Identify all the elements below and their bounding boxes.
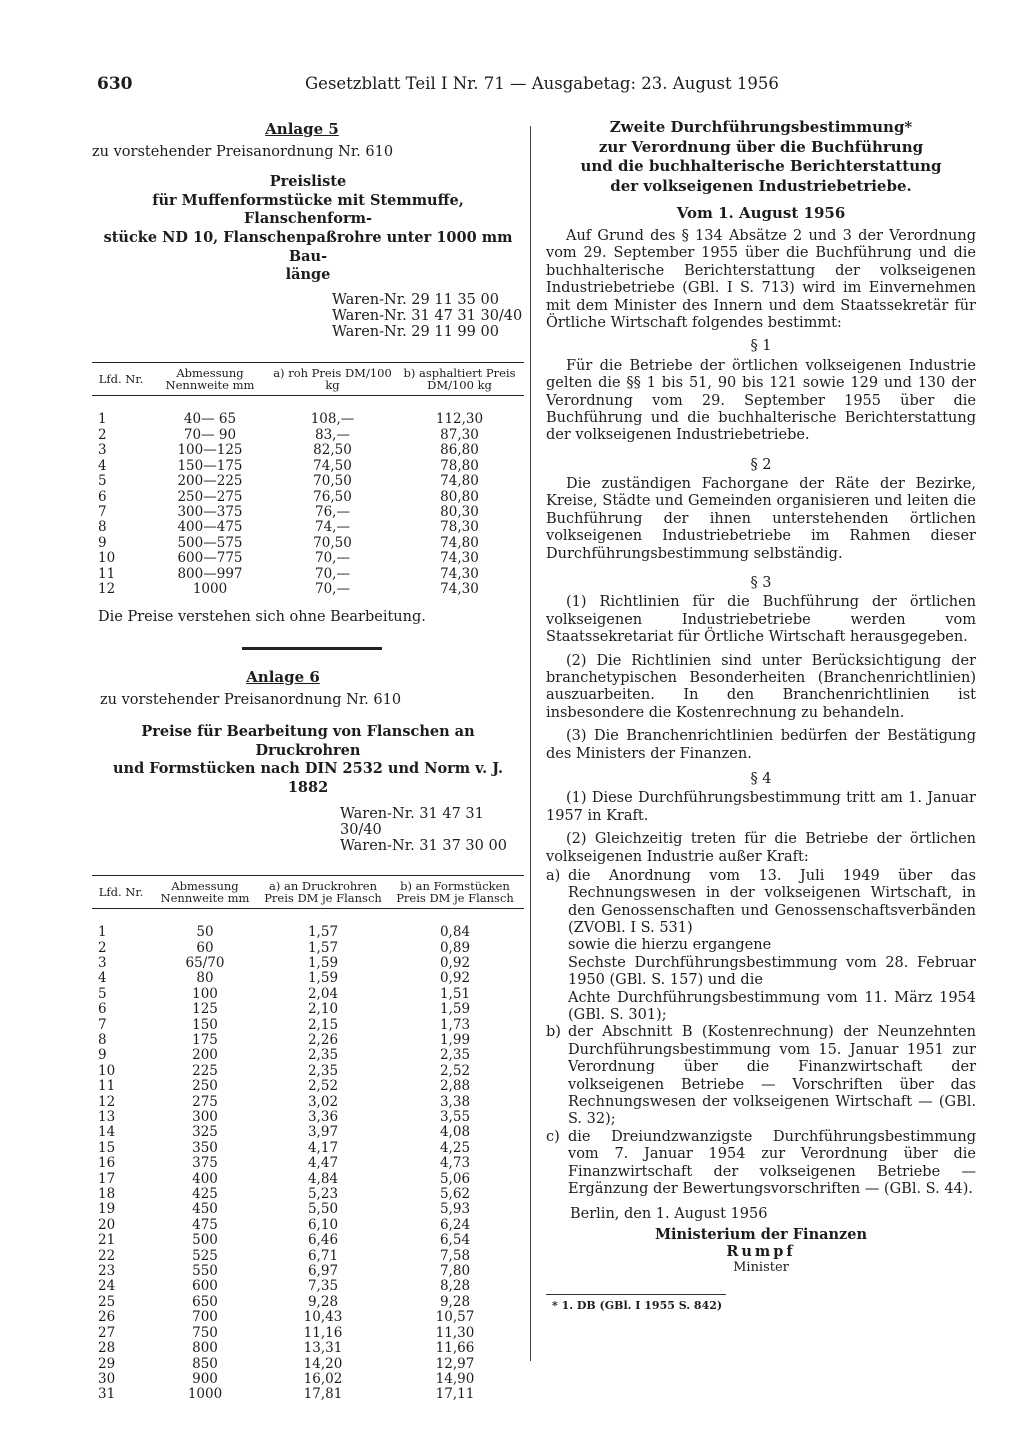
cell-abmessung: 200: [192, 1047, 218, 1064]
cell-price-a: 16,02: [303, 1370, 343, 1387]
cell-abmessung: 500—575: [177, 534, 243, 551]
cell-abmessung: 150: [192, 1016, 218, 1033]
cell-lfd: 4: [98, 970, 107, 987]
cell-lfd: 18: [98, 1186, 116, 1203]
cell-abmessung: 100—125: [177, 442, 243, 459]
signer-name: Rumpf: [726, 1243, 796, 1261]
table-row: [92, 1387, 524, 1402]
table-row: [92, 459, 524, 474]
cell-lfd: 12: [98, 580, 116, 597]
table-header-row: [92, 876, 524, 909]
cell-price-a: 2,35: [307, 1047, 339, 1064]
cell-price-b: 5,06: [439, 1170, 471, 1187]
cell-abmessung: 375: [192, 1155, 218, 1172]
cell-price-a: 6,97: [307, 1263, 339, 1280]
cell-lfd: 11: [98, 565, 116, 582]
list-item: [546, 1129, 976, 1199]
cell-price-b: 2,35: [439, 1047, 471, 1064]
ministry-name: Ministerium der Finanzen: [654, 1225, 868, 1243]
cell-lfd: 27: [98, 1324, 116, 1341]
col-header-lfd: Lfd. Nr.: [92, 876, 150, 909]
cell-price-b: 0,84: [439, 924, 471, 941]
table-header-row: [92, 363, 524, 396]
cell-abmessung: 250: [192, 1078, 218, 1095]
cell-price-b: 7,58: [439, 1247, 471, 1264]
anlage5-subtitle-1: für Muffenformstücke mit Stemmuffe, Flanschenform-: [152, 191, 464, 228]
cell-price-b: 3,55: [439, 1109, 471, 1126]
cell-price-b: 74,30: [440, 550, 479, 567]
table-row: [92, 971, 524, 986]
cell-lfd: 1: [98, 924, 107, 941]
cell-lfd: 21: [98, 1232, 116, 1249]
cell-price-b: 10,57: [435, 1309, 475, 1326]
table-row: [92, 396, 524, 428]
cell-price-b: 0,89: [439, 939, 471, 956]
left-column: [92, 118, 524, 1403]
table-row: [92, 1095, 524, 1110]
cell-price-a: 4,17: [307, 1139, 339, 1156]
list-item-subline: sowie die hierzu ergangene: [568, 937, 772, 954]
list-item-text: der Abschnitt B (Kostenrechnung) der Neunzehnten Durchführungsbestimmung vom 15. Januar 1951 zur Verordnung über die Finanzwirtschaft der volkseigenen Betriebe — Vorschriften über das Rechnungswesen der volkseigenen Wirtschaft — (GBl. S. 32);: [568, 1024, 976, 1128]
cell-abmessung: 1000: [187, 1386, 223, 1403]
running-title: Gesetzblatt Teil I Nr. 71 — Ausgabetag: 23. August 1956: [305, 74, 779, 93]
table-row: [92, 567, 524, 582]
cell-lfd: 12: [98, 1093, 116, 1110]
cell-price-a: 70,—: [315, 580, 350, 597]
cell-abmessung: 450: [192, 1201, 218, 1218]
cell-price-a: 13,31: [303, 1340, 343, 1357]
table-row: [92, 1187, 524, 1202]
table-row: [92, 1018, 524, 1033]
cell-price-a: 1,57: [307, 924, 339, 941]
cell-price-a: 4,47: [307, 1155, 339, 1172]
table-row: [92, 443, 524, 458]
anlage6-heading: Anlage 6: [246, 667, 320, 686]
cell-price-b: 74,30: [440, 580, 479, 597]
anlage5-price-table: [92, 362, 524, 597]
cell-lfd: 9: [98, 1047, 107, 1064]
cell-price-a: 74,50: [313, 457, 352, 474]
signer-title: Minister: [733, 1260, 789, 1276]
cell-price-a: 1,57: [307, 939, 339, 956]
cell-lfd: 8: [98, 1031, 107, 1048]
anlage5-note: Die Preise verstehen sich ohne Bearbeitung.: [98, 609, 426, 626]
cell-abmessung: 800: [192, 1340, 218, 1357]
list-item-subline: Achte Durchführungsbestimmung vom 11. März 1954 (GBl. S. 301);: [568, 989, 976, 1024]
cell-price-b: 112,30: [435, 411, 484, 428]
cell-lfd: 8: [98, 519, 107, 536]
cell-lfd: 10: [98, 550, 116, 567]
cell-price-b: 0,92: [439, 970, 471, 987]
cell-price-a: 14,20: [303, 1355, 343, 1372]
col-header-formstuecken: b) an Formstücken Preis DM je Flansch: [386, 876, 524, 909]
cell-lfd: 13: [98, 1109, 116, 1126]
cell-lfd: 20: [98, 1216, 116, 1233]
table-row: [92, 1079, 524, 1094]
cell-price-b: 9,28: [439, 1293, 471, 1310]
cell-lfd: 15: [98, 1139, 116, 1156]
cell-lfd: 17: [98, 1170, 116, 1187]
table-row: [92, 1218, 524, 1233]
cell-price-a: 2,04: [307, 985, 339, 1002]
anlage5-title: Preisliste: [269, 173, 347, 191]
cell-price-b: 1,59: [439, 1001, 471, 1018]
anlage5-subheading: zu vorstehender Preisanordnung Nr. 610: [92, 144, 394, 160]
cell-lfd: 6: [98, 488, 107, 505]
table-row: [92, 956, 524, 971]
cell-abmessung: 125: [192, 1001, 218, 1018]
cell-abmessung: 175: [192, 1031, 218, 1048]
cell-price-a: 7,35: [307, 1278, 339, 1295]
anlage6-table-body: [92, 909, 524, 1403]
cell-lfd: 2: [98, 426, 107, 443]
table-row: [92, 1249, 524, 1264]
col-header-druckrohren: a) an Druckrohren Preis DM je Flansch: [260, 876, 386, 909]
regulation-title-line-1: Zweite Durchführungsbestimmung*: [609, 118, 913, 136]
cell-lfd: 22: [98, 1247, 116, 1264]
cell-abmessung: 300: [192, 1109, 218, 1126]
cell-abmessung: 400—475: [177, 519, 243, 536]
cell-lfd: 26: [98, 1309, 116, 1326]
waren-number: Waren-Nr. 29 11 35 00: [332, 291, 499, 308]
anlage6-title-1: Preise für Bearbeitung von Flanschen an Druckrohren: [141, 723, 475, 759]
cell-lfd: 1: [98, 411, 107, 428]
list-item-label: b): [546, 1024, 561, 1041]
cell-price-a: 3,36: [307, 1109, 339, 1126]
cell-price-b: 1,99: [439, 1031, 471, 1048]
list-item-label: a): [546, 867, 561, 884]
cell-price-b: 14,90: [435, 1370, 475, 1387]
cell-abmessung: 80: [196, 970, 214, 987]
cell-lfd: 7: [98, 1016, 107, 1033]
cell-price-a: 70,50: [313, 473, 352, 490]
section-1-heading: § 1: [750, 338, 772, 355]
section-1-text: Für die Betriebe der örtlichen volkseigenen Industrie gelten die §§ 1 bis 51, 90 bis 121 sowie 129 und 130 der Verordnung vom 29. September 1955 über die Buchführung und die buchhalterische Berichterstattung der volkseigenen Industriebetriebe.: [546, 357, 976, 444]
anlage5-subtitle-2: stücke ND 10, Flanschenpaßrohre unter 1000 mm Bau-: [103, 229, 513, 265]
cell-price-b: 74,80: [440, 534, 479, 551]
cell-lfd: 10: [98, 1062, 116, 1079]
table-row: [92, 1310, 524, 1325]
repeal-list: [546, 868, 976, 1198]
table-row: [92, 909, 524, 941]
cell-price-a: 70,—: [315, 565, 350, 582]
cell-price-a: 82,50: [313, 442, 352, 459]
cell-price-b: 74,80: [440, 473, 479, 490]
cell-price-a: 4,84: [307, 1170, 339, 1187]
table-row: [92, 1264, 524, 1279]
cell-price-b: 6,24: [439, 1216, 471, 1233]
table-row: [92, 490, 524, 505]
col-header-asphaltiert: b) asphaltiert Preis DM/100 kg: [395, 363, 524, 396]
table-row: [92, 1202, 524, 1217]
section-3-para-1: (1) Richtlinien für die Buchführung der örtlichen volkseigenen Industriebetriebe werden vom Staatssekretariat für Örtliche Wirtschaft herausgegeben.: [546, 594, 976, 646]
footnote: * 1. DB (GBl. I 1955 S. 842): [552, 1299, 723, 1313]
cell-price-a: 2,15: [307, 1016, 339, 1033]
cell-price-a: 83,—: [315, 426, 350, 443]
cell-lfd: 14: [98, 1124, 116, 1141]
cell-price-b: 0,92: [439, 954, 471, 971]
cell-price-b: 6,54: [439, 1232, 471, 1249]
cell-price-b: 5,62: [439, 1186, 471, 1203]
waren-number: Waren-Nr. 29 11 99 00: [332, 323, 499, 340]
section-2-text: Die zuständigen Fachorgane der Räte der Bezirke, Kreise, Städte und Gemeinden organisieren und leiten die Buchführung der ihnen unterstehenden örtlichen volkseigenen Industriebetriebe im Rahmen dieser Durchführungsbestimmung selbständig.: [546, 476, 976, 562]
preamble: Auf Grund des § 134 Absätze 2 und 3 der Verordnung vom 29. September 1955 über die Buchführung und die buchhalterische Berichterstattung der volkseigenen Industriebetriebe (GBl. I S. 713) wird im Einvernehmen mit dem Minister des Innern und dem Staatssekretär für Örtliche Wirtschaft folgendes bestimmt:: [546, 228, 976, 331]
table-row: [92, 582, 524, 597]
cell-lfd: 6: [98, 1001, 107, 1018]
cell-price-b: 74,30: [440, 565, 479, 582]
waren-number: Waren-Nr. 31 37 30 00: [340, 838, 507, 855]
cell-price-a: 6,46: [307, 1232, 339, 1249]
regulation-title: [546, 118, 976, 196]
cell-price-a: 70,50: [313, 534, 352, 551]
cell-abmessung: 800—997: [177, 565, 243, 582]
page-header: [97, 74, 977, 98]
cell-lfd: 28: [98, 1340, 116, 1357]
section-4-heading: § 4: [750, 770, 772, 787]
anlage6-title-2: und Formstücken nach DIN 2532 und Norm v. J. 1882: [112, 760, 503, 796]
cell-abmessung: 650: [192, 1293, 218, 1310]
cell-price-a: 11,16: [303, 1324, 343, 1341]
cell-abmessung: 600—775: [177, 550, 243, 567]
cell-lfd: 9: [98, 534, 107, 551]
section-3-heading: § 3: [750, 575, 772, 592]
anlage5-subtitle-3: länge: [285, 266, 331, 284]
cell-price-b: 5,93: [439, 1201, 471, 1218]
cell-abmessung: 750: [192, 1324, 218, 1341]
section-4-para-2: (2) Gleichzeitig treten für die Betriebe der örtlichen volkseigenen Industrie außer Kraft:: [546, 831, 976, 865]
cell-abmessung: 60: [196, 939, 214, 956]
cell-abmessung: 500: [192, 1232, 218, 1249]
waren-number: Waren-Nr. 31 47 31 30/40: [340, 806, 484, 839]
cell-price-b: 8,28: [439, 1278, 471, 1295]
table-row: [92, 1141, 524, 1156]
cell-price-a: 1,59: [307, 970, 339, 987]
cell-price-a: 2,35: [307, 1062, 339, 1079]
cell-abmessung: 475: [192, 1216, 218, 1233]
cell-lfd: 24: [98, 1278, 116, 1295]
table-row: [92, 1064, 524, 1079]
cell-price-b: 4,73: [439, 1155, 471, 1172]
cell-abmessung: 225: [192, 1062, 218, 1079]
anlage5-title-block: [92, 173, 524, 284]
regulation-title-line-2: zur Verordnung über die Buchführung: [598, 137, 924, 156]
cell-price-a: 3,02: [307, 1093, 339, 1110]
cell-price-b: 3,38: [439, 1093, 471, 1110]
section-4-para-1: (1) Diese Durchführungsbestimmung tritt am 1. Januar 1957 in Kraft.: [546, 790, 976, 824]
cell-lfd: 3: [98, 442, 107, 459]
cell-price-b: 11,30: [435, 1324, 475, 1341]
cell-abmessung: 900: [192, 1370, 218, 1387]
table-row: [92, 1295, 524, 1310]
list-item: [546, 868, 976, 1025]
cell-lfd: 31: [98, 1386, 116, 1403]
waren-number: Waren-Nr. 31 47 31 30/40: [332, 307, 523, 324]
cell-price-a: 6,71: [307, 1247, 339, 1264]
cell-lfd: 29: [98, 1355, 116, 1372]
section-separator: [242, 647, 382, 650]
cell-lfd: 25: [98, 1293, 116, 1310]
cell-price-b: 12,97: [435, 1355, 475, 1372]
cell-lfd: 11: [98, 1078, 116, 1095]
cell-abmessung: 70— 90: [183, 426, 237, 443]
list-item-text: die Dreiundzwanzigste Durchführungsbestimmung vom 7. Januar 1954 zur Verordnung über die Finanzwirtschaft der volkseigenen Betriebe — Ergänzung der Bewertungsvorschriften — (GBl. S. 44).: [568, 1128, 976, 1197]
cell-price-a: 17,81: [303, 1386, 343, 1403]
cell-abmessung: 850: [192, 1355, 218, 1372]
cell-price-b: 86,80: [440, 442, 479, 459]
table-row: [92, 1326, 524, 1341]
cell-price-a: 70,—: [315, 550, 350, 567]
list-item: [546, 1024, 976, 1128]
cell-price-b: 87,30: [440, 426, 479, 443]
cell-lfd: 30: [98, 1370, 116, 1387]
cell-price-a: 108,—: [310, 411, 355, 428]
cell-price-a: 6,10: [307, 1216, 339, 1233]
col-header-abmessung: Abmessung Nennweite mm: [150, 876, 260, 909]
cell-price-b: 80,30: [440, 503, 479, 520]
cell-abmessung: 425: [192, 1186, 218, 1203]
table-row: [92, 1372, 524, 1387]
table-row: [92, 1341, 524, 1356]
right-column: [546, 118, 976, 1312]
cell-lfd: 5: [98, 473, 107, 490]
cell-price-a: 3,97: [307, 1124, 339, 1141]
cell-abmessung: 275: [192, 1093, 218, 1110]
cell-price-b: 80,80: [440, 488, 479, 505]
cell-abmessung: 150—175: [177, 457, 243, 474]
cell-abmessung: 525: [192, 1247, 218, 1264]
anlage6-subheading: zu vorstehender Preisanordnung Nr. 610: [100, 691, 402, 708]
table-row: [92, 536, 524, 551]
column-divider: [530, 126, 531, 1361]
list-item-label: c): [546, 1128, 560, 1145]
cell-abmessung: 250—275: [177, 488, 243, 505]
footnote-rule: [546, 1294, 726, 1295]
cell-price-b: 4,25: [439, 1139, 471, 1156]
cell-abmessung: 40— 65: [183, 411, 237, 428]
table-row: [92, 1156, 524, 1171]
table-row: [92, 505, 524, 520]
cell-price-b: 11,66: [435, 1340, 475, 1357]
table-row: [92, 428, 524, 443]
cell-lfd: 19: [98, 1201, 116, 1218]
table-row: [92, 1125, 524, 1140]
cell-price-b: 2,52: [439, 1062, 471, 1079]
col-header-lfd: Lfd. Nr.: [92, 363, 150, 396]
cell-lfd: 16: [98, 1155, 116, 1172]
cell-abmessung: 700: [192, 1309, 218, 1326]
cell-lfd: 23: [98, 1263, 116, 1280]
cell-price-a: 76,50: [313, 488, 352, 505]
page-number: 630: [97, 74, 133, 94]
cell-price-b: 7,80: [439, 1263, 471, 1280]
cell-lfd: 5: [98, 985, 107, 1002]
cell-abmessung: 200—225: [177, 473, 243, 490]
regulation-date: Vom 1. August 1956: [676, 204, 846, 222]
table-row: [92, 520, 524, 535]
cell-price-b: 1,51: [439, 985, 471, 1002]
cell-abmessung: 350: [192, 1139, 218, 1156]
cell-price-a: 2,52: [307, 1078, 339, 1095]
table-row: [92, 1048, 524, 1063]
anlage5-waren-list: [332, 293, 524, 341]
cell-price-a: 10,43: [303, 1309, 343, 1326]
cell-lfd: 2: [98, 939, 107, 956]
anlage6-title-block: [92, 723, 524, 797]
table-row: [92, 1172, 524, 1187]
cell-price-a: 2,10: [307, 1001, 339, 1018]
col-header-abmessung: Abmessung Nennweite mm: [150, 363, 270, 396]
cell-price-a: 74,—: [315, 519, 350, 536]
cell-price-b: 2,88: [439, 1078, 471, 1095]
anlage6-waren-list: [340, 807, 524, 855]
cell-abmessung: 400: [192, 1170, 218, 1187]
cell-price-a: 5,23: [307, 1186, 339, 1203]
cell-abmessung: 600: [192, 1278, 218, 1295]
table-row: [92, 987, 524, 1002]
table-row: [92, 941, 524, 956]
cell-abmessung: 300—375: [177, 503, 243, 520]
table-row: [92, 474, 524, 489]
table-row: [92, 1233, 524, 1248]
list-item-text: die Anordnung vom 13. Juli 1949 über das Rechnungswesen in der volkseigenen Wirtschaft, in den Genossenschaften und Genossenschaftsverbänden (ZVOBl. I S. 531): [568, 867, 976, 937]
cell-price-b: 78,80: [440, 457, 479, 474]
cell-abmessung: 65/70: [185, 954, 225, 971]
table-row: [92, 1110, 524, 1125]
section-2-heading: § 2: [750, 456, 772, 473]
cell-abmessung: 100: [192, 985, 218, 1002]
list-item-subline: Sechste Durchführungsbestimmung vom 28. Februar 1950 (GBl. S. 157) und die: [568, 954, 976, 989]
cell-abmessung: 1000: [192, 580, 228, 597]
cell-abmessung: 325: [192, 1124, 218, 1141]
table-row: [92, 1002, 524, 1017]
anlage5-table-body: [92, 396, 524, 597]
cell-price-a: 9,28: [307, 1293, 339, 1310]
cell-abmessung: 550: [192, 1263, 218, 1280]
cell-price-a: 5,50: [307, 1201, 339, 1218]
table-row: [92, 1357, 524, 1372]
regulation-title-line-4: der volkseigenen Industriebetriebe.: [610, 176, 912, 195]
cell-price-b: 78,30: [440, 519, 479, 536]
table-row: [92, 1279, 524, 1294]
cell-price-a: 76,—: [315, 503, 350, 520]
cell-price-b: 4,08: [439, 1124, 471, 1141]
cell-lfd: 7: [98, 503, 107, 520]
cell-lfd: 3: [98, 954, 107, 971]
cell-price-b: 17,11: [435, 1386, 475, 1403]
cell-price-b: 1,73: [439, 1016, 471, 1033]
anlage6-price-table: [92, 875, 524, 1403]
cell-price-a: 1,59: [307, 954, 339, 971]
anlage5-heading: Anlage 5: [265, 120, 339, 138]
cell-abmessung: 50: [196, 924, 214, 941]
cell-price-a: 2,26: [307, 1031, 339, 1048]
table-row: [92, 551, 524, 566]
cell-lfd: 4: [98, 457, 107, 474]
col-header-roh: a) roh Preis DM/100 kg: [270, 363, 395, 396]
section-3-para-3: (3) Die Branchenrichtlinien bedürfen der Bestätigung des Ministers der Finanzen.: [546, 728, 976, 762]
regulation-title-line-3: und die buchhalterische Berichterstattung: [580, 157, 942, 175]
section-3-para-2: (2) Die Richtlinien sind unter Berücksichtigung der branchetypischen Besonderheiten (Branchenrichtlinien) auszuarbeiten. In den Branchenrichtlinien ist insbesondere die Kostenrechnung zu behandeln.: [546, 652, 976, 721]
place-date: Berlin, den 1. August 1956: [570, 1206, 768, 1223]
table-row: [92, 1033, 524, 1048]
